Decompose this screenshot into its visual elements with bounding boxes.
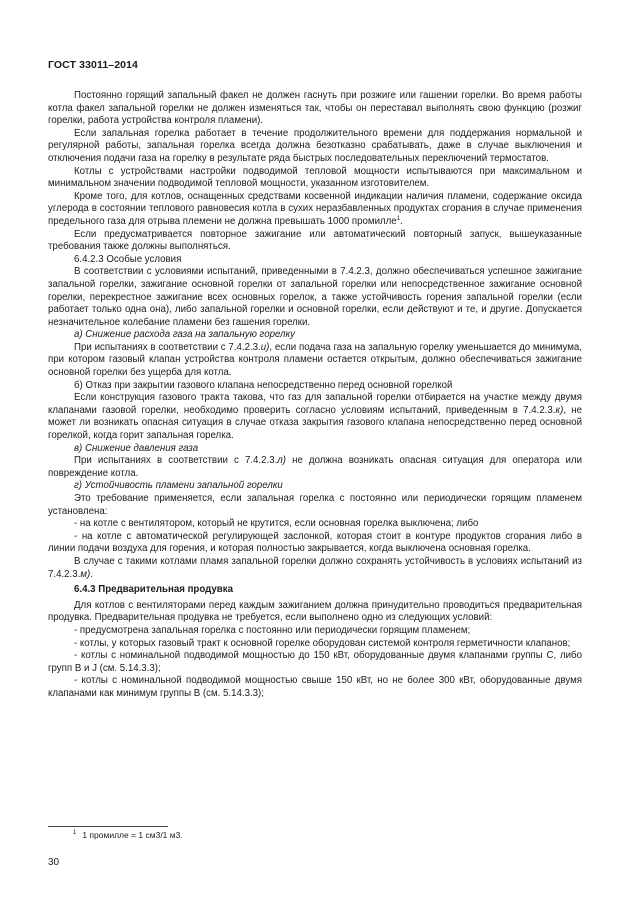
clause-ref: м): [80, 568, 91, 580]
footnote-mark: 1: [73, 830, 77, 837]
paragraph: Если запальная горелка работает в течение продолжительного времени для поддержания нормальной и регулярной работы, запальная горелка всегда должна безотказно срабатывать, даже в случае выключения и отключения подачи газа на горелку в результате ряда быстрых последовательных переключений термостатов.: [48, 127, 582, 164]
list-item: - котлы, у которых газовый тракт к основной горелке оборудован системой контроля герметичности клапанов;: [74, 637, 571, 649]
footnote-text: 1 промилле = 1 см3/1 м3.: [82, 830, 183, 840]
paragraph-text: , если подача газа на запальную горелку уменьшается до минимума, при котором газовый клапан устройства контроля пламени остается открытым, должно обеспечиваться зажигание основной горелки без ущерба для котла.: [48, 341, 582, 379]
item-heading-text: в) Снижение давления газа: [74, 442, 199, 454]
paragraph: [48, 342, 582, 380]
item-heading: [48, 443, 582, 456]
clause-ref: л): [277, 455, 286, 467]
document-header: ГОСТ 33011–2014: [48, 59, 138, 71]
list-item: - предусмотрена запальная горелка с постоянно или периодически горящим пламенем;: [74, 624, 471, 636]
paragraph: Это требование применяется, если запальная горелка с постоянно или периодически горящим пламенем установлена:: [48, 493, 582, 517]
footnote: [73, 830, 183, 840]
paragraph: [48, 392, 582, 442]
list-item: - котлы с номинальной подводимой мощностью до 150 кВт, оборудованные двумя клапанами группы С, либо групп В и J (см. 5.14.3.3);: [48, 650, 582, 674]
paragraph-text: При испытаниях в соответствии с 7.4.2.3.: [74, 455, 278, 467]
footnote-divider: [48, 826, 168, 827]
clause-ref: и): [260, 341, 270, 353]
paragraph: Постоянно горящий запальный факел не должен гаснуть при розжиге или гашении горелки. Во время работы котла факел запальной горелки не должен изменяться так, чтобы он переставал выполнять свою функцию (розжиг горелки, работа устройства контроля пламени).: [48, 90, 582, 127]
list-item: - на котле с автоматической регулирующей заслонкой, которая стоит в контуре продуктов сгорания либо в линии подачи воздуха для горения, и которая полностью закрывается, когда выключена основная горелка.: [48, 530, 582, 555]
item-heading-text: а) Снижение расхода газа на запальную горелку: [74, 329, 295, 341]
subsection-heading: 6.4.2.3 Особые условия: [74, 253, 182, 265]
paragraph: Котлы с устройствами настройки подводимой тепловой мощности испытываются при максимальном и минимальном значении подводимой тепловой мощности, указанном изготовителем.: [48, 165, 582, 190]
paragraph: Для котлов с вентиляторами перед каждым зажиганием должна принудительно проводиться предварительная продувка. Предварительная продувка не требуется, если выполнено одно из следующих условий:: [48, 599, 582, 624]
paragraph-text: не должна возникать опасная ситуация для оператора или повреждение котла.: [48, 455, 582, 479]
item-heading: [48, 329, 582, 342]
paragraph-text: При испытаниях в соответствии с 7.4.2.3.: [74, 341, 261, 353]
footnote-ref: 1: [396, 215, 401, 222]
section-heading: 6.4.3 Предварительная продувка: [74, 584, 233, 596]
item-heading: [48, 480, 582, 493]
paragraph-text: Кроме того, для котлов, оснащенных средствами косвенной индикации наличия пламени, содержание оксида углерода в состоянии теплового равновесия котла в сухих неразбавленных продуктах сгорания в случае применения предельного газа для отрыва племени не должна превышать 1000 промилле: [48, 190, 582, 227]
paragraph-text: , не может ли возникать опасная ситуация в случае отказа закрытия газового клапана непосредственно перед основной горелкой, когда горит запальная горелка.: [48, 404, 583, 442]
paragraph: [48, 455, 582, 480]
page-number: 30: [48, 857, 60, 868]
main-text: [48, 90, 582, 701]
paragraph-text: В случае с такими котлами пламя запальной горелки должно сохранять устойчивость в условиях испытаний из 7.4.2.3.: [48, 555, 582, 580]
paragraph: Кроме того, для котлов, оснащенных средствами косвенной индикации наличия пламени, содержание оксида углерода в состоянии теплового равновесия котла в сухих неразбавленных продуктах сгорания в случае применения предельного газа для отрыва племени не должна превышать 1000 промилле$^1$.: [48, 190, 582, 227]
list-item: - котлы с номинальной подводимой мощностью свыше 150 кВт, но не более 300 кВт, оборудованные двумя клапанами как минимум группы В (см. 5.14.3.3);: [48, 675, 582, 699]
paragraph-text: .: [90, 568, 93, 580]
item-heading: б) Отказ при закрытии газового клапана непосредственно перед основной горелкой: [74, 379, 453, 391]
paragraph-text: Если конструкция газового тракта такова, что газ для запальной горелки отбирается на участке между двумя клапанами газовой горелки, необходимо проверить согласно условиям испытаний, приведенным в 7.4.2.3.: [48, 392, 582, 416]
clause-ref: к): [555, 404, 564, 416]
paragraph: Если предусматривается повторное зажигание или автоматический повторный запуск, вышеуказанные требования также должны выполняться.: [48, 228, 582, 253]
list-item: - на котле с вентилятором, который не крутится, если основная горелка выключена; либо: [74, 518, 479, 530]
paragraph: В соответствии с условиями испытаний, приведенными в 7.4.2.3, должно обеспечиваться успешное зажигание запальной горелки, зажигание основной горелки от запальной горелки или непосредственное зажигание основной горелки, перекрестное зажигание всех основных горелок, а также устойчивость горения запальной горелки (если работает только одна она), либо запальной горелки и основной горелки, если действуют и те, и другие. Допускается незначительное колебание пламени без гашения горелки.: [48, 266, 582, 328]
paragraph: [48, 556, 582, 581]
item-heading-text: г) Устойчивость пламени запальной горелки: [74, 480, 283, 492]
